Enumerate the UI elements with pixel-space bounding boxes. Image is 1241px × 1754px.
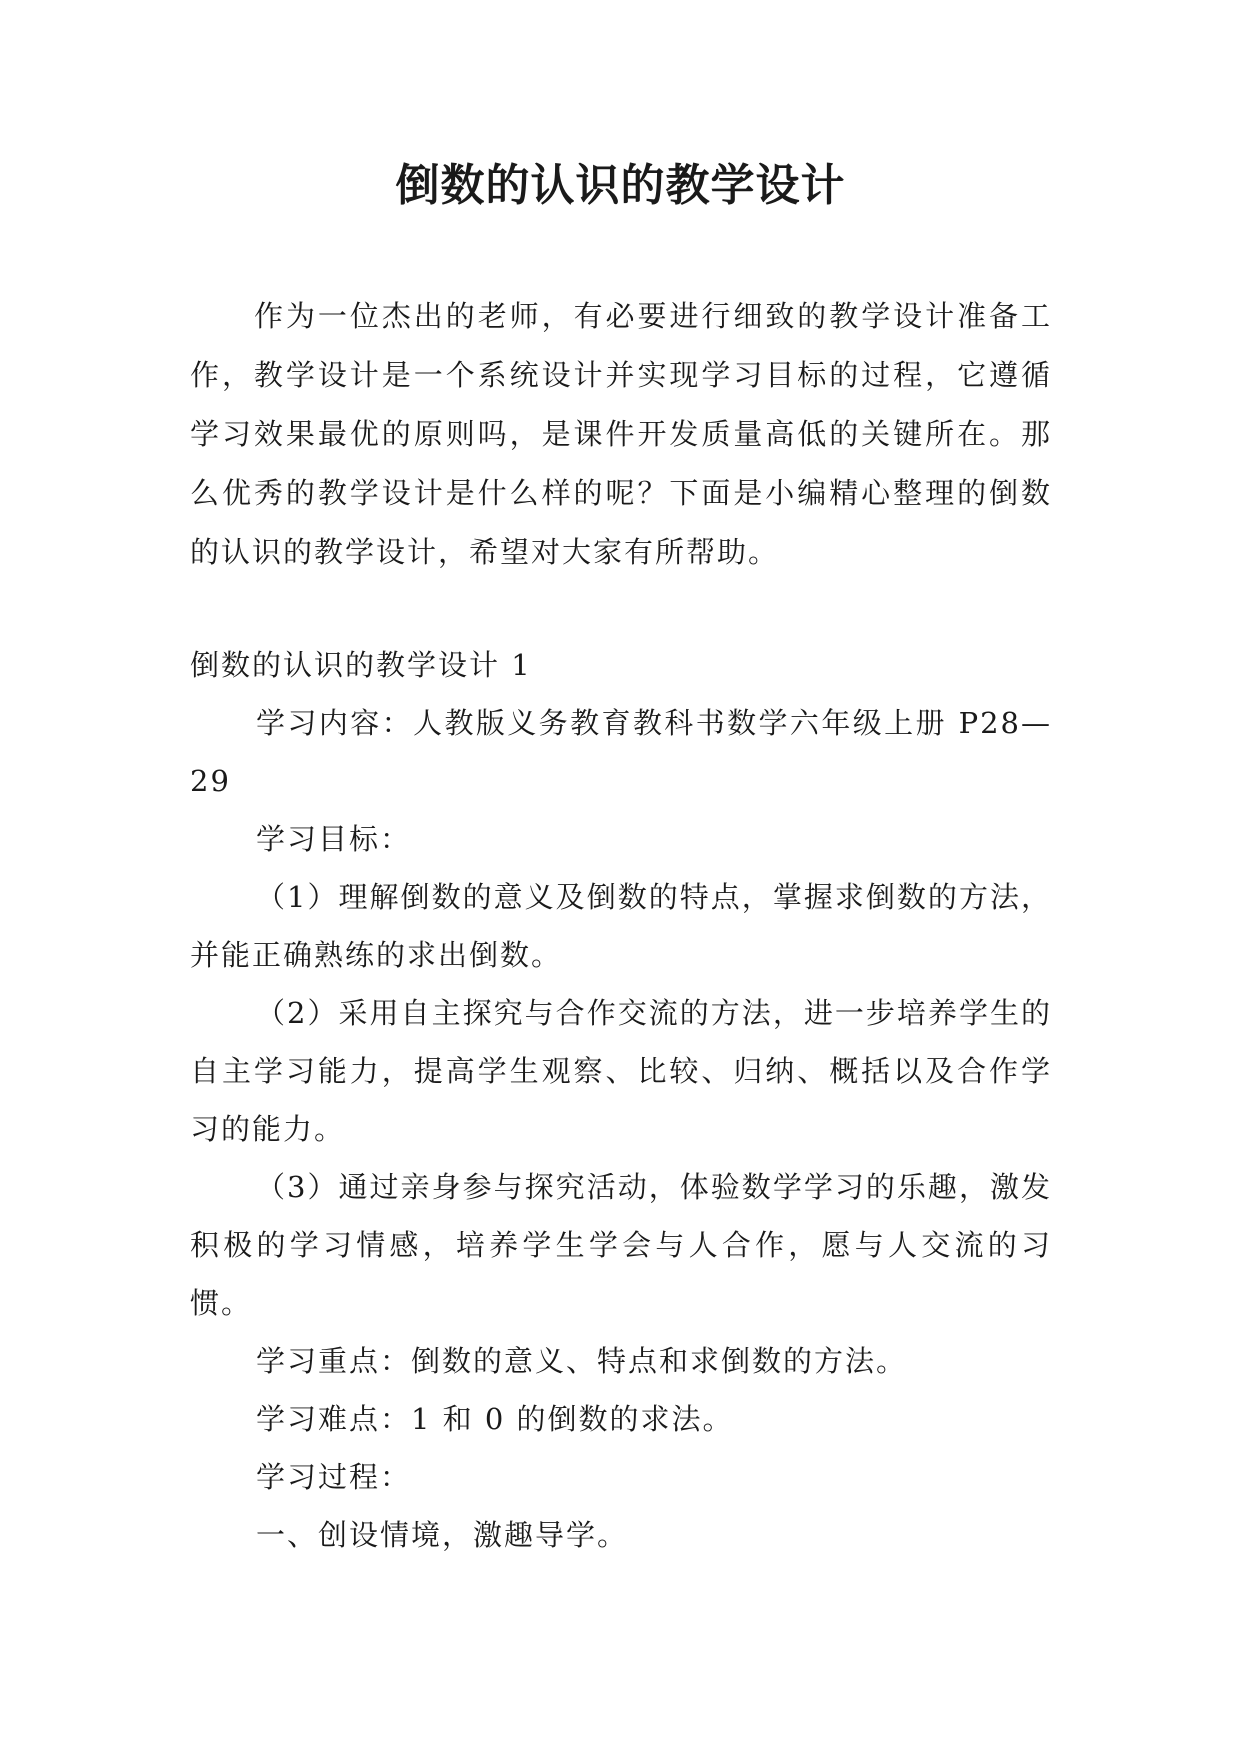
paragraph-content: 学习内容：人教版义务教育教科书数学六年级上册 P28—29: [190, 706, 1052, 798]
document-title: 倒数的认识的教学设计: [395, 160, 846, 211]
paragraph-objectives-label: 学习目标：: [256, 822, 412, 856]
paragraph-key-points: 学习重点：倒数的意义、特点和求倒数的方法。: [256, 1344, 908, 1378]
paragraph-objective-1: （1）理解倒数的意义及倒数的特点，掌握求倒数的方法，并能正确熟练的求出倒数。: [190, 880, 1052, 972]
section-body: [190, 636, 1052, 1564]
section-heading: 倒数的认识的教学设计 1: [190, 648, 532, 682]
paragraph-process-label: 学习过程：: [256, 1460, 412, 1494]
paragraph-objective-3: （3）通过亲身参与探究活动，体验数学学习的乐趣，激发积极的学习情感，培养学生学会与人合作，愿与人交流的习惯。: [190, 1170, 1052, 1320]
intro-paragraph: 作为一位杰出的老师，有必要进行细致的教学设计准备工作，教学设计是一个系统设计并实现学习目标的过程，它遵循学习效果最优的原则吗，是课件开发质量高低的关键所在。那么优秀的教学设计是什么样的呢？下面是小编精心整理的倒数的认识的教学设计，希望对大家有所帮助。: [190, 299, 1052, 569]
paragraph-step-1: 一、创设情境，激趣导学。: [256, 1518, 629, 1552]
paragraph-difficulties: 学习难点：1 和 0 的倒数的求法。: [256, 1402, 734, 1436]
paragraph-objective-2: （2）采用自主探究与合作交流的方法，进一步培养学生的自主学习能力，提高学生观察、比较、归纳、概括以及合作学习的能力。: [190, 996, 1052, 1146]
